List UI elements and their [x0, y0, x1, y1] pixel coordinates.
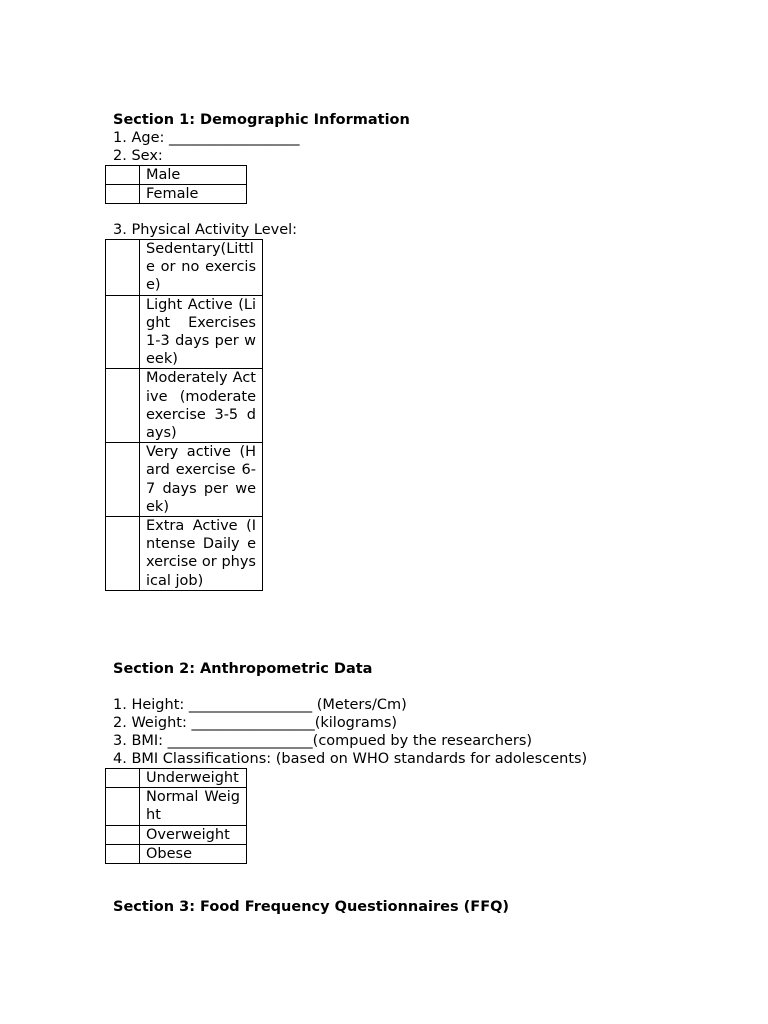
sex-option-row: [106, 185, 247, 204]
bmi-option-label: Underweight: [140, 769, 247, 788]
activity-question: 3. Physical Activity Level:: [113, 222, 298, 238]
checkbox-female[interactable]: [106, 185, 140, 204]
checkbox-obese[interactable]: [106, 844, 140, 863]
checkbox-underweight[interactable]: [106, 769, 140, 788]
activity-option-row: [106, 369, 263, 443]
section1-title: Section 1: Demographic Information: [113, 112, 410, 128]
sex-option-label: Male: [140, 166, 247, 185]
activity-option-row: [106, 240, 263, 296]
bmi-option-row: [106, 788, 247, 825]
activity-option-row: [106, 295, 263, 369]
bmi-option-label: Normal Weight: [140, 788, 247, 825]
activity-option-label: Moderately Active (moderate exercise 3-5 days): [140, 369, 263, 443]
bmi-option-row: [106, 825, 247, 844]
sex-option-row: [106, 166, 247, 185]
checkbox-male[interactable]: [106, 166, 140, 185]
checkbox-very-active[interactable]: [106, 443, 140, 517]
sex-question: 2. Sex:: [113, 148, 163, 164]
checkbox-extra-active[interactable]: [106, 517, 140, 591]
checkbox-sedentary[interactable]: [106, 240, 140, 296]
checkbox-overweight[interactable]: [106, 825, 140, 844]
checkbox-normal-weight[interactable]: [106, 788, 140, 825]
activity-option-label: Extra Active (Intense Daily exercise or physical job): [140, 517, 263, 591]
section3-title: Section 3: Food Frequency Questionnaires (FFQ): [113, 899, 510, 915]
section2-title: Section 2: Anthropometric Data: [113, 661, 373, 677]
bmi-options-table: [105, 768, 247, 864]
sex-options-table: [105, 165, 247, 204]
checkbox-moderately-active[interactable]: [106, 369, 140, 443]
activity-options-table: [105, 239, 263, 591]
bmi-option-row: [106, 769, 247, 788]
height-question[interactable]: 1. Height: _________________ (Meters/Cm): [113, 697, 407, 713]
bmi-question[interactable]: 3. BMI: ____________________(compued by the researchers): [113, 733, 533, 749]
activity-option-row: [106, 443, 263, 517]
sex-option-label: Female: [140, 185, 247, 204]
activity-option-label: Sedentary(Little or no exercise): [140, 240, 263, 296]
weight-question[interactable]: 2. Weight: _________________(kilograms): [113, 715, 398, 731]
activity-option-label: Light Active (Light Exercises 1-3 days per week): [140, 295, 263, 369]
bmi-option-label: Overweight: [140, 825, 247, 844]
activity-option-row: [106, 517, 263, 591]
bmi-option-row: [106, 844, 247, 863]
bmi-classification-question: 4. BMI Classifications: (based on WHO standards for adolescents): [113, 751, 588, 767]
checkbox-light-active[interactable]: [106, 295, 140, 369]
age-question[interactable]: 1. Age: __________________: [113, 130, 300, 146]
bmi-option-label: Obese: [140, 844, 247, 863]
activity-option-label: Very active (Hard exercise 6-7 days per week): [140, 443, 263, 517]
